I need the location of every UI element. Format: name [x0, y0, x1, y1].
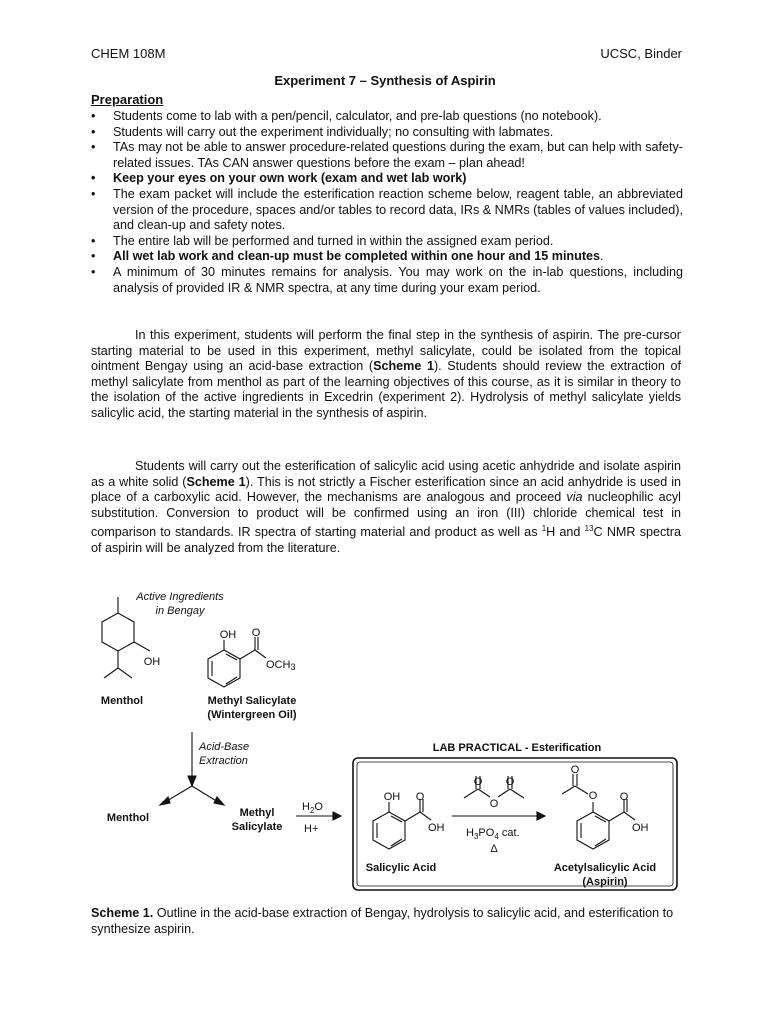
catalyst-label: cat. — [498, 827, 520, 839]
paragraph-text: nucleophilic acyl substitution. Conversion to product will be confirmed using an iron (III) chloride chemical test in comparison to standards. IR spectra of starting material and product as well as — [91, 490, 681, 540]
superscript: 13 — [584, 524, 594, 534]
bullet-dot-icon: • — [91, 186, 96, 201]
atom-label: OH — [632, 822, 649, 834]
methyl-salicylate-label: Methyl Salicylate — [207, 695, 297, 707]
methyl-salicylate-product-label: Salicylate — [231, 821, 283, 833]
bullet-item — [91, 265, 683, 296]
bullet-dot-icon: • — [91, 264, 96, 279]
bullet-text: . — [600, 249, 604, 264]
methyl-salicylate-label: (Wintergreen Oil) — [207, 709, 297, 721]
superscript: 1 — [541, 524, 547, 534]
menthol-ring-icon — [102, 613, 134, 651]
atom-label: OCH — [266, 659, 291, 671]
preparation-bullet-list — [91, 109, 683, 296]
scheme-reference: Scheme 1 — [186, 474, 246, 489]
reagent-label: H — [302, 801, 310, 813]
atom-label: OH — [143, 656, 161, 668]
esterification-paragraph — [91, 459, 681, 557]
aspirin-label: (Aspirin) — [582, 876, 628, 888]
scheme-reference: Scheme 1 — [373, 359, 434, 374]
bullet-text: Students come to lab with a pen/pencil, calculator, and pre-lab questions (no notebook). — [113, 109, 602, 123]
bullet-text: The exam packet will include the esterification reaction scheme below, reagent table, an abbreviated version of the procedure, spaces and/or tables to record data, IRs & NMRs (tables of values included), and clean-up and safety notes. — [113, 186, 683, 233]
bullet-text: A minimum of 30 minutes remains for analysis. You may work on the in-lab questions, including analysis of provided IR & NMR spectra, at any time during your exam period. — [113, 264, 683, 295]
subscript: 3 — [473, 832, 479, 841]
bullet-dot-icon: • — [91, 249, 96, 264]
bullet-text: TAs may not be able to answer procedure-related questions during the exam, but can help with safety-related issues. TAs CAN answer questions before the exam – plan ahead! — [113, 140, 683, 170]
atom-label: O — [489, 798, 499, 810]
menthol-product-label: Menthol — [106, 812, 150, 824]
svg-text:H2O — [302, 801, 323, 815]
paragraph-text: In this experiment, students will perform the final step in the synthesis of aspirin. The pre-cursor starting material to be used in this experiment, methyl salicylate, could be isolated from the topical ointment Bengay using an acid-base extraction ( — [91, 328, 681, 374]
svg-text:H3PO4 cat. — [466, 827, 520, 841]
atom-label: O — [570, 764, 580, 776]
bullet-item — [91, 109, 683, 125]
subscript: 4 — [494, 832, 499, 841]
atom-label: O — [588, 790, 598, 802]
bullet-dot-icon: • — [91, 140, 96, 155]
atom-label: O — [251, 627, 261, 639]
section-heading-preparation: Preparation — [91, 92, 164, 107]
extraction-label: Extraction — [199, 755, 248, 767]
atom-label: O — [473, 776, 483, 788]
catalyst-label: H — [466, 827, 474, 839]
aspirin-structure-icon — [562, 774, 635, 849]
salicylic-acid-structure-icon — [373, 799, 431, 849]
bullet-dot-icon: • — [91, 109, 96, 123]
paragraph-text: ). This is not strictly a Fischer esterification since an acid anhydride is used in place of a carboxylic acid. However, the mechanisms are analogous and proceed — [91, 474, 681, 505]
reagent-label: O — [314, 801, 323, 813]
methyl-salicylate-product-label: Methyl — [239, 807, 275, 819]
active-ingredients-label: in Bengay — [155, 605, 205, 617]
heat-symbol: Δ — [490, 843, 498, 855]
bullet-item — [91, 171, 683, 187]
scheme-caption — [91, 906, 681, 937]
atom-label: O — [505, 776, 515, 788]
bullet-item — [91, 140, 683, 171]
header-institution: UCSC, Binder — [600, 46, 682, 61]
bullet-text: Students will carry out the experiment individually; no consulting with labmates. — [113, 124, 554, 139]
atom-label: O — [619, 791, 629, 803]
intro-paragraph — [91, 328, 681, 422]
bullet-text: The entire lab will be performed and turned in within the assigned exam period. — [113, 233, 554, 248]
reaction-scheme — [0, 580, 770, 900]
bullet-text: Keep your eyes on your own work (exam and wet lab work) — [113, 171, 467, 186]
bullet-text-bold: All wet lab work and clean-up must be completed within one hour and 15 minutes — [113, 249, 601, 264]
bullet-dot-icon: • — [91, 124, 96, 139]
atom-label: OH — [219, 629, 237, 641]
bullet-dot-icon: • — [91, 171, 96, 186]
paragraph-text: C NMR spectra of aspirin will be analyzed from the literature. — [91, 525, 682, 556]
methyl-salicylate-structure-icon — [208, 637, 266, 687]
caption-text: Outline in the acid-base extraction of Bengay, hydrolysis to salicylic acid, and esterification to synthesize aspirin. — [91, 906, 674, 936]
bullet-item — [91, 125, 683, 141]
header-course: CHEM 108M — [91, 46, 166, 61]
paragraph-italic: via — [566, 490, 583, 505]
bullet-item — [91, 249, 683, 265]
atom-label: OH — [383, 791, 401, 803]
subscript: 2 — [309, 806, 315, 815]
subscript: 3 — [290, 662, 296, 672]
atom-label: O — [415, 791, 425, 803]
menthol-label: Menthol — [100, 695, 144, 707]
document-title: Experiment 7 – Synthesis of Aspirin — [274, 73, 496, 88]
bullet-item — [91, 234, 683, 250]
svg-text:OCH3 — [266, 659, 295, 672]
paragraph-text: Students will carry out the esterification of salicylic acid using acetic anhydride and isolate aspirin as a white solid ( — [91, 459, 681, 489]
paragraph-text: ). Students should review the extraction of methyl salicylate from menthol as part of the learning objectives of this course, as it is similar in theory to the isolation of the active ingredients in Excedrin (experiment 2). Hydrolysis of methyl salicylate yields salicylic acid, the starting material in the synthesis of aspirin. — [91, 359, 682, 420]
extraction-label: Acid-Base — [199, 741, 250, 753]
catalyst-label: PO — [478, 827, 495, 839]
aspirin-label: Acetylsalicylic Acid — [553, 862, 657, 874]
reagent-label: H+ — [304, 823, 319, 835]
active-ingredients-label: Active Ingredients — [136, 591, 224, 603]
bullet-item — [91, 187, 683, 234]
atom-label: OH — [428, 822, 445, 834]
caption-label: Scheme 1. — [91, 906, 154, 920]
lab-practical-title: LAB PRACTICAL - Esterification — [432, 742, 602, 754]
bullet-dot-icon: • — [91, 233, 96, 248]
salicylic-acid-label: Salicylic Acid — [365, 862, 437, 874]
paragraph-text: H and — [546, 525, 585, 540]
